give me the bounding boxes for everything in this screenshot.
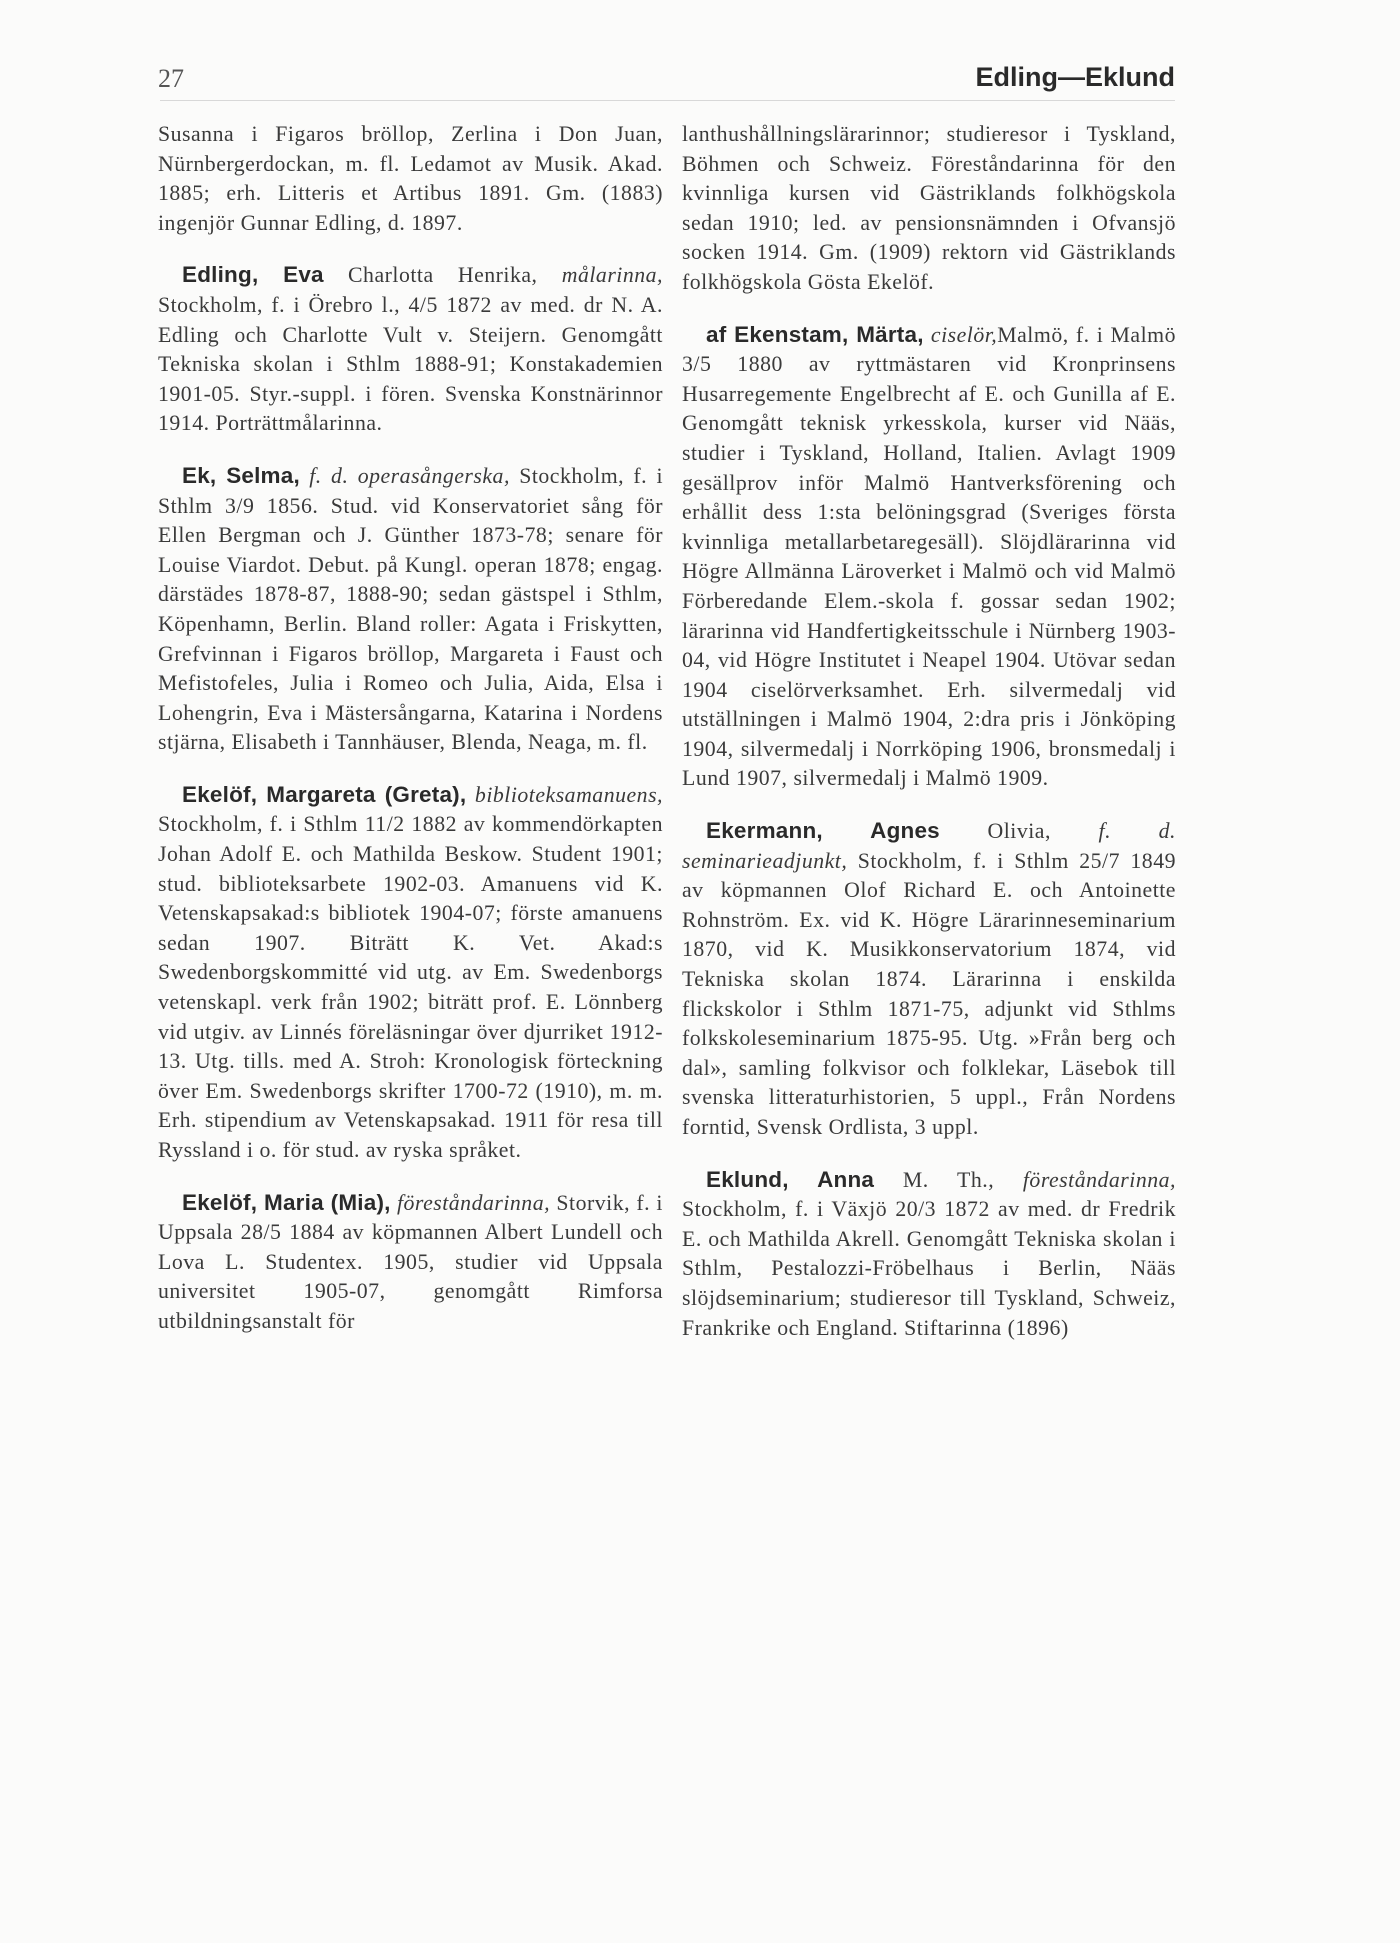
entry-occupation: målarinna, (561, 263, 664, 288)
entry-occupation: f. d. operasångerska, (309, 463, 510, 488)
entry-occupation: föreståndarinna, (396, 1190, 551, 1215)
entry-pre: M. Th., (902, 1167, 995, 1192)
entry-name: af Ekenstam, Märta, (706, 321, 924, 347)
entry-name: Ekermann, Agnes (706, 818, 940, 844)
entry-body: Stockholm, f. i Sthlm 11/2 1882 av kommendörkapten Johan Adolf E. och Mathilda Beskow. Student 1901; stud. biblioteksarbete 1902-03. Amanuens vid K. Vetenskapsakad:s bibliotek 1904-07; förste amanuens sedan 1907. Biträtt K. Vet. Akad:s Swedenborgskommitté vid utg. av Em. Swedenborgs vetenskapl. verk från 1902; biträtt prof. E. Lönnberg vid utgiv. av Linnés föreläsningar över djurriket 1912-13. Utg. tills. med A. Stroh: Kronologisk förteckning över Em. Swedenborgs skrifter 1700-72 (1910), m. m. Erh. stipendium av Vetenskapsakad. 1911 för resa till Ryssland i o. för stud. av ryska språket. (158, 812, 663, 1162)
entry-body: Malmö, f. i Malmö 3/5 1880 av ryttmästaren vid Kronprinsens Husarregemente Engelbrecht af E. och Gunilla af E. Genomgått teknisk yrkesskola, kurser vid Nääs, studier i Tyskland, Holland, Italien. Avlagt 1909 gesällprov inför Malmö Hantverksförening och erhållit dess 1:sta belöningsgrad (Sveriges första kvinnliga metallarbetaregesäll). Slöjdlärarinna vid Högre Allmänna Läroverket i Malmö och vid Malmö Förberedande Elem.-skola f. gossar sedan 1902; lärarinna vid Handfertigkeitsschule i Nürnberg 1903-04, vid Högre Institutet i Neapel 1904. Utövar sedan 1904 ciselörverksamhet. Erh. silvermedalj vid utställningen i Malmö 1904, 2:dra pris i Jönköping 1904, silvermedalj i Norrköping 1906, bronsmedalj i Lund 1907, silvermedalj i Malmö 1909. (682, 322, 1177, 791)
entry-name: Ekelöf, Margareta (Greta), (182, 781, 467, 807)
entry-eklund-anna (682, 1165, 1176, 1344)
entry-body: Stockholm, f. i Sthlm 25/7 1849 av köpmannen Olof Richard E. och Antoinette Rohnström. Ex. vid K. Högre Lärarinneseminarium 1870, vid K. Musikkonservatorium 1874, vid Tekniska skolan 1874. Lärarinna i enskilda flickskolor i Sthlm 1871-75, adjunkt vid Sthlms folkskoleseminarium 1875-95. Utg. »Från berg och dal», samling folkvisor och folklekar, Läsebok till svenska litteraturhistorien, 5 uppl., Från Nordens forntid, Svensk Ordlista, 3 uppl. (682, 848, 1176, 1139)
entry-body: Stockholm, f. i Sthlm 3/9 1856. Stud. vid Konservatoriet sång för Ellen Bergman och J. Günther 1873-78; senare för Louise Viardot. Debut. på Kungl. operan 1878; engag. därstädes 1878-87, 1888-90; sedan gästspel i Sthlm, Köpenhamn, Berlin. Bland roller: Agata i Friskytten, Grefvinnan i Figaros bröllop, Margareta i Faust och Mefistofeles, Julia i Romeo och Julia, Aida, Elsa i Lohengrin, Eva i Mästersångarna, Katarina i Nordens stjärna, Elisabeth i Tannhäuser, Blenda, Neaga, m. fl. (158, 463, 663, 755)
entry-ekelof-mia (158, 1188, 663, 1337)
continuation-text: lanthushållningslärarinnor; studieresor i Tyskland, Böhmen och Schweiz. Föreståndarinna för den kvinnliga kursen vid Gästriklands folkhögskola sedan 1910; led. av pensionsnämnden i Ofvansjö socken 1914. Gm. (1909) rektorn vid Gästriklands folkhögskola Gösta Ekelöf. (682, 122, 1176, 294)
entry-name: Edling, Eva (182, 262, 324, 288)
page-number: 27 (158, 64, 184, 93)
entry-ekelof-greta (158, 780, 663, 1166)
entry-body: Stockholm, f. i Örebro l., 4/5 1872 av med. dr N. A. Edling och Charlotte Vult v. Steijern. Genomgått Tekniska skolan i Sthlm 1888-91; Konstakademien 1901-05. Styr.-suppl. i fören. Svenska Konstnärinnor 1914. Porträttmålarinna. (158, 292, 663, 436)
entry-pre: Olivia, (987, 819, 1051, 844)
entry-ek-selma (158, 461, 663, 758)
header-rule (160, 100, 1175, 101)
entry-edling-eva (158, 260, 663, 439)
running-head: Edling—Eklund (975, 62, 1175, 92)
entry-body: Stockholm, f. i Växjö 20/3 1872 av med. dr Fredrik E. och Mathilda Akrell. Genomgått Tekniska skolan i Sthlm, Pestalozzi-Fröbelhaus i Berlin, Nääs slöjdseminarium; studieresor till Tyskland, Schweiz, Frankrike och England. Stiftarinna (1896) (682, 1197, 1176, 1340)
left-column (158, 120, 663, 1359)
continuation-text: Susanna i Figaros bröllop, Zerlina i Don Juan, Nürnbergerdockan, m. fl. Ledamot av Musik. Akad. 1885; erh. Litteris et Artibus 1891. Gm. (1883) ingenjör Gunnar Edling, d. 1897. (158, 122, 663, 235)
right-column (682, 120, 1176, 1365)
entry-name: Ekelöf, Maria (Mia), (182, 1189, 391, 1215)
entry-af-ekenstam-marta (682, 320, 1176, 795)
entry-name: Eklund, Anna (706, 1166, 875, 1192)
entry-body: Storvik, f. i Uppsala 28/5 1884 av köpmannen Albert Lundell och Lova L. Studentex. 1905, studier vid Uppsala universitet 1905-07, genomgått Rimforsa utbildningsanstalt för (158, 1190, 663, 1333)
entry-occupation: f. d. seminarieadjunkt, (682, 819, 1176, 873)
entry-ekermann-agnes (682, 816, 1176, 1143)
entry-occupation: biblioteksamanuens, (474, 782, 664, 807)
entry-occupation: ciselör, (930, 322, 998, 347)
entry-pre: Charlotta Henrika, (348, 263, 538, 288)
entry-occupation: föreståndarinna, (1022, 1167, 1176, 1192)
page-header (158, 62, 1175, 102)
entry-name: Ek, Selma, (182, 462, 300, 488)
